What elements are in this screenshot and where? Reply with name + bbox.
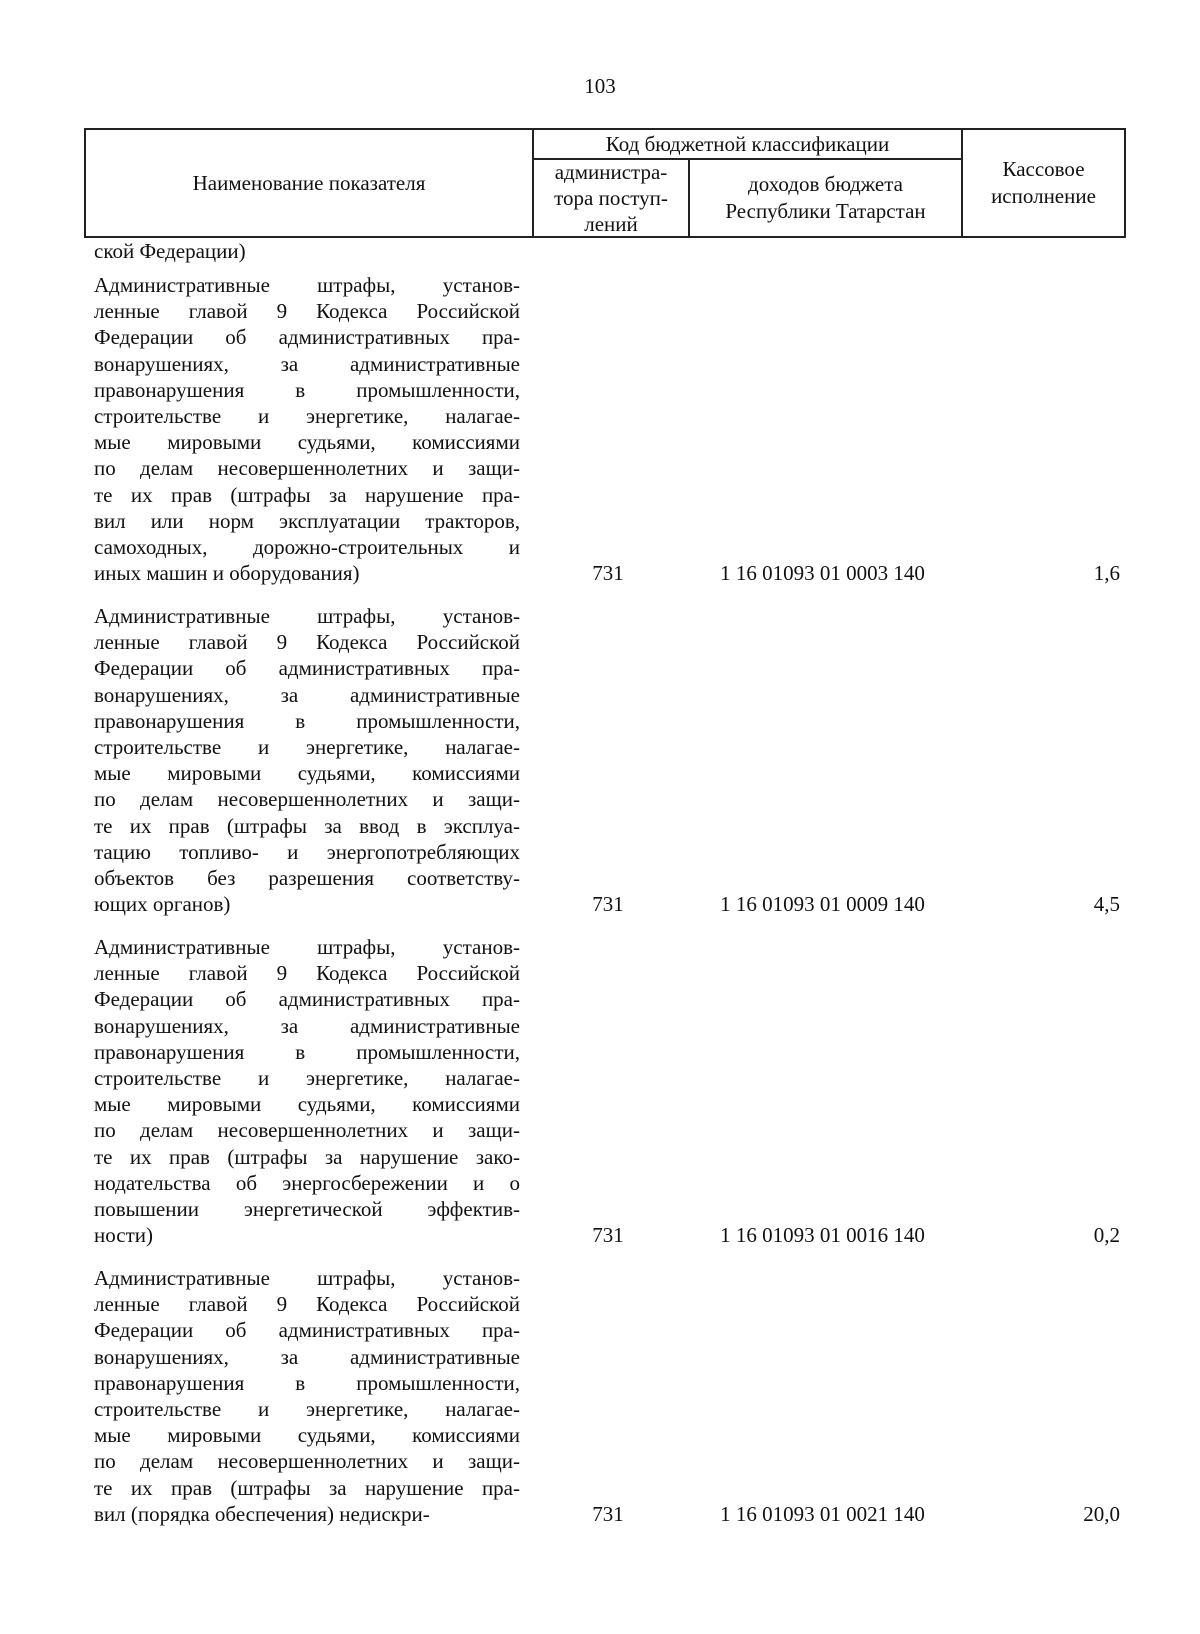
description-line: вил или норм эксплуатации тракторов, — [94, 508, 520, 533]
header-administrator — [534, 160, 690, 236]
description-line: Административные штрафы, установ- — [94, 935, 520, 959]
header-budget-code: Код бюджетной классификации — [534, 130, 963, 160]
description-line: Административные штрафы, установ- — [94, 273, 520, 297]
description-line: ющих органов) — [94, 892, 231, 917]
description-line: те их прав (штрафы за нарушение зако- — [94, 1144, 520, 1169]
description-line: вонарушениях, за административные — [94, 351, 520, 376]
row-cash-execution: 20,0 — [1083, 1501, 1120, 1526]
row-description — [94, 934, 520, 1248]
header-exec-line: исполнение — [991, 184, 1096, 208]
description-line: объектов без разрешения соответству- — [94, 866, 520, 891]
row-cash-execution: 1,6 — [1093, 561, 1120, 586]
description-line: по делам несовершеннолетних и защи- — [94, 1449, 520, 1474]
row-cash-execution: 4,5 — [1093, 892, 1120, 917]
description-line: Федерации об административных пра- — [94, 987, 520, 1012]
description-line: по делам несовершеннолетних и защи- — [94, 456, 520, 481]
description-line: по делам несовершеннолетних и защи- — [94, 787, 520, 812]
row-income-code: 1 16 01093 01 0009 140 — [720, 892, 925, 917]
description-line: правонарушения в промышленности, — [94, 1039, 520, 1064]
description-line: Федерации об административных пра- — [94, 656, 520, 681]
description-line: строительстве и энергетике, налагае- — [94, 735, 520, 760]
header-exec-line: Кассовое — [1002, 157, 1085, 181]
description-line: строительстве и энергетике, налагае- — [94, 404, 520, 429]
description-line: повышении энергетической эффектив- — [94, 1197, 520, 1222]
description-line: вонарушениях, за административные — [94, 682, 520, 707]
description-line: те их прав (штрафы за нарушение пра- — [94, 482, 520, 507]
description-line: строительстве и энергетике, налагае- — [94, 1397, 520, 1422]
description-line: Административные штрафы, установ- — [94, 604, 520, 628]
description-line: тацию топливо- и энергопотребляющих — [94, 839, 520, 864]
description-line: правонарушения в промышленности, — [94, 1370, 520, 1395]
description-line: ленные главой 9 Кодекса Российской — [94, 961, 520, 986]
description-line: ности) — [94, 1223, 153, 1248]
row-description — [94, 272, 520, 586]
description-line: те их прав (штрафы за нарушение пра- — [94, 1475, 520, 1500]
description-line: Административные штрафы, установ- — [94, 1266, 520, 1290]
description-line: те их прав (штрафы за ввод в эксплуа- — [94, 813, 520, 838]
row-cash-execution: 0,2 — [1093, 1223, 1120, 1248]
row-admin-code: 731 — [592, 1501, 624, 1526]
row-income-code: 1 16 01093 01 0016 140 — [720, 1223, 925, 1248]
header-income-line: доходов бюджета — [748, 172, 903, 196]
row-income-code: 1 16 01093 01 0021 140 — [720, 1501, 925, 1526]
row-admin-code: 731 — [592, 561, 624, 586]
header-income-line: Республики Татарстан — [725, 199, 926, 223]
page-number: 103 — [584, 74, 616, 98]
description-line: ленные главой 9 Кодекса Российской — [94, 299, 520, 324]
header-income-code — [690, 160, 963, 236]
row-description — [94, 1265, 520, 1527]
row-income-code: 1 16 01093 01 0003 140 — [720, 561, 925, 586]
table-header — [84, 128, 1126, 238]
description-line: вонарушениях, за административные — [94, 1013, 520, 1038]
row-description — [94, 603, 520, 917]
description-line: Федерации об административных пра- — [94, 325, 520, 350]
description-line: мые мировыми судьями, комиссиями — [94, 1423, 520, 1448]
description-line: мые мировыми судьями, комиссиями — [94, 761, 520, 786]
description-line: правонарушения в промышленности, — [94, 708, 520, 733]
header-indicator-name: Наименование показателя — [86, 130, 534, 236]
description-line: вил (порядка обеспечения) недискри- — [94, 1501, 430, 1526]
header-admin-line: администра- — [554, 160, 668, 184]
description-line: самоходных, дорожно-строительных и — [94, 535, 520, 560]
description-line: ленные главой 9 Кодекса Российской — [94, 1292, 520, 1317]
continuation-text: ской Федерации) — [94, 239, 246, 263]
description-line: вонарушениях, за административные — [94, 1344, 520, 1369]
description-line: Федерации об административных пра- — [94, 1318, 520, 1343]
description-line: по делам несовершеннолетних и защи- — [94, 1118, 520, 1143]
row-admin-code: 731 — [592, 1223, 624, 1248]
description-line: ленные главой 9 Кодекса Российской — [94, 630, 520, 655]
description-line: строительстве и энергетике, налагае- — [94, 1066, 520, 1091]
description-line: правонарушения в промышленности, — [94, 377, 520, 402]
header-admin-line: лений — [584, 212, 638, 236]
description-line: мые мировыми судьями, комиссиями — [94, 1092, 520, 1117]
row-admin-code: 731 — [592, 892, 624, 917]
header-cash-execution — [963, 130, 1124, 236]
description-line: мые мировыми судьями, комиссиями — [94, 430, 520, 455]
header-admin-line: тора поступ- — [554, 186, 668, 210]
description-line: иных машин и оборудования) — [94, 561, 360, 586]
description-line: нодательства об энергосбережении и о — [94, 1170, 520, 1195]
